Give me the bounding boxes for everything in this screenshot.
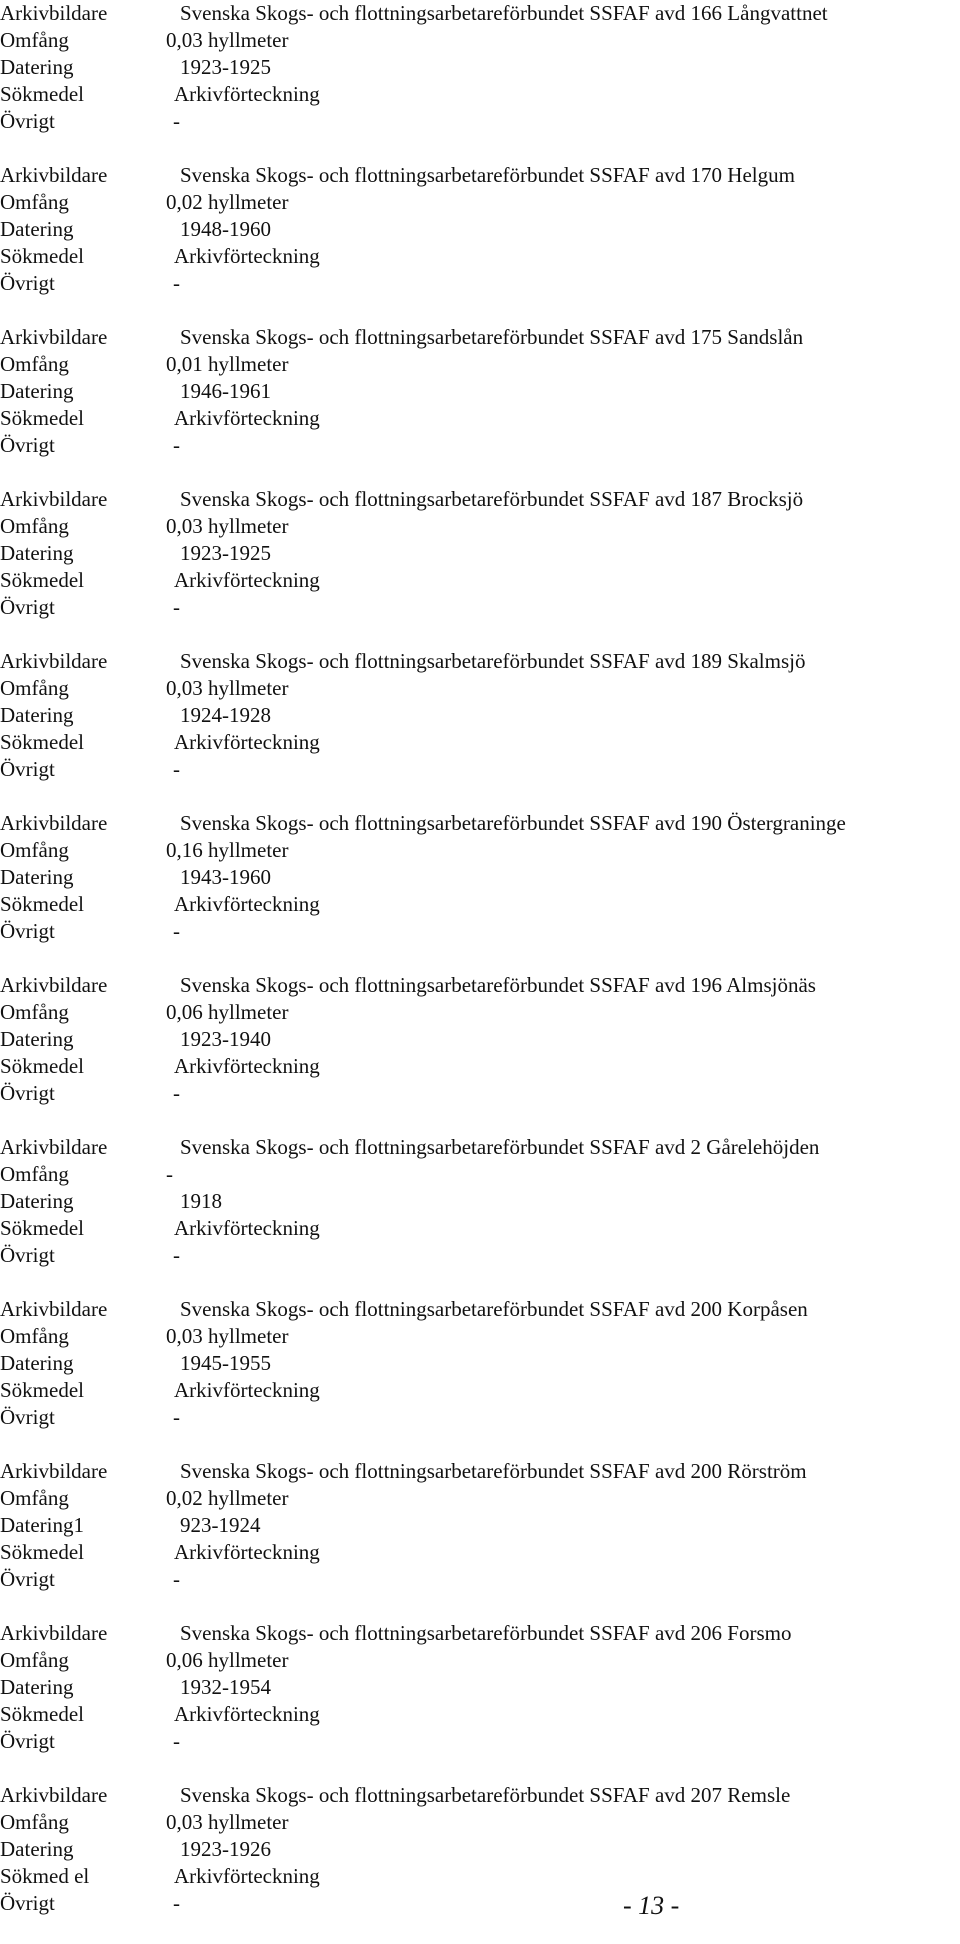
field-sokmedel: [0, 1377, 960, 1404]
field-value: 0,03 hyllmeter: [166, 514, 289, 538]
field-value: 0,02 hyllmeter: [166, 1486, 289, 1510]
field-arkivbildare: [0, 1620, 960, 1647]
field-omfang: [0, 675, 960, 702]
field-arkivbildare: [0, 0, 960, 27]
field-label: Arkivbildare: [0, 811, 108, 835]
field-value: Arkivförteckning: [174, 1702, 320, 1726]
record: [0, 648, 960, 783]
field-arkivbildare: [0, 1134, 960, 1161]
field-value: Svenska Skogs- och flottningsarbetareförbundet SSFAF avd 200 Korpåsen: [180, 1297, 808, 1321]
field-value: 0,16 hyllmeter: [166, 838, 289, 862]
record: [0, 1296, 960, 1431]
field-label: Arkivbildare: [0, 1783, 108, 1807]
record: [0, 324, 960, 459]
field-omfang: [0, 1161, 960, 1188]
field-label: Omfång: [0, 514, 69, 538]
field-omfang: [0, 837, 960, 864]
field-label: Övrigt: [0, 433, 55, 457]
field-value: Arkivförteckning: [174, 82, 320, 106]
field-ovrigt: [0, 270, 960, 297]
field-value: Arkivförteckning: [174, 1540, 320, 1564]
field-label: Övrigt: [0, 271, 55, 295]
field-value: 1923-1926: [180, 1837, 271, 1861]
field-label: Datering: [0, 1027, 74, 1051]
field-label: Arkivbildare: [0, 1621, 108, 1645]
field-omfang: [0, 513, 960, 540]
field-value: 1948-1960: [180, 217, 271, 241]
field-sokmedel: [0, 729, 960, 756]
field-sokmedel: [0, 1215, 960, 1242]
field-ovrigt: [0, 1404, 960, 1431]
field-label: Sökmedel: [0, 1540, 84, 1564]
field-label: Sökmed el: [0, 1864, 90, 1888]
field-value: Svenska Skogs- och flottningsarbetareförbundet SSFAF avd 189 Skalmsjö: [180, 649, 806, 673]
field-sokmedel: [0, 1539, 960, 1566]
field-arkivbildare: [0, 324, 960, 351]
field-value: Svenska Skogs- och flottningsarbetareförbundet SSFAF avd 175 Sandslån: [180, 325, 804, 349]
field-value: Svenska Skogs- och flottningsarbetareförbundet SSFAF avd 2 Gårelehöjden: [180, 1135, 820, 1159]
field-label: Sökmedel: [0, 406, 84, 430]
field-value: -: [173, 433, 180, 457]
field-label: Övrigt: [0, 1891, 55, 1915]
field-value: -: [173, 1081, 180, 1105]
field-value: Arkivförteckning: [174, 730, 320, 754]
field-label: Datering: [0, 217, 74, 241]
field-label: Arkivbildare: [0, 1135, 108, 1159]
field-datering: [0, 216, 960, 243]
field-datering: [0, 1512, 960, 1539]
field-arkivbildare: [0, 972, 960, 999]
field-arkivbildare: [0, 810, 960, 837]
field-datering: [0, 1836, 960, 1863]
field-value: 1923-1925: [180, 55, 271, 79]
field-value: 0,03 hyllmeter: [166, 676, 289, 700]
field-datering: [0, 1350, 960, 1377]
record: [0, 1782, 960, 1917]
field-value: Svenska Skogs- och flottningsarbetareförbundet SSFAF avd 187 Brocksjö: [180, 487, 804, 511]
field-value: 1945-1955: [180, 1351, 271, 1375]
field-arkivbildare: [0, 1458, 960, 1485]
field-label: Datering: [0, 541, 74, 565]
field-value: 1923-1940: [180, 1027, 271, 1051]
field-value: Svenska Skogs- och flottningsarbetareförbundet SSFAF avd 206 Forsmo: [180, 1621, 792, 1645]
field-label: Datering: [0, 1675, 74, 1699]
field-sokmedel: [0, 1701, 960, 1728]
field-label: Övrigt: [0, 757, 55, 781]
field-label: Omfång: [0, 1000, 69, 1024]
field-omfang: [0, 351, 960, 378]
field-label: Omfång: [0, 1324, 69, 1348]
field-label: Datering: [0, 1189, 74, 1213]
field-value: -: [166, 1162, 173, 1186]
field-value: -: [173, 1567, 180, 1591]
field-label: Övrigt: [0, 1081, 55, 1105]
field-label: Arkivbildare: [0, 1297, 108, 1321]
field-value: Arkivförteckning: [174, 892, 320, 916]
field-omfang: [0, 999, 960, 1026]
field-value: 0,03 hyllmeter: [166, 1324, 289, 1348]
field-value: Svenska Skogs- och flottningsarbetareförbundet SSFAF avd 166 Långvattnet: [180, 1, 828, 25]
field-label: Arkivbildare: [0, 1, 108, 25]
field-label: Sökmedel: [0, 1702, 84, 1726]
field-ovrigt: [0, 108, 960, 135]
field-value: 0,03 hyllmeter: [166, 28, 289, 52]
field-label: Omfång: [0, 1810, 69, 1834]
field-value: Svenska Skogs- och flottningsarbetareförbundet SSFAF avd 190 Östergraninge: [180, 811, 846, 835]
field-label: Omfång: [0, 1648, 69, 1672]
field-label: Datering: [0, 1351, 74, 1375]
page-number: - 13 -: [623, 1891, 680, 1920]
field-value: -: [173, 919, 180, 943]
field-value: 1932-1954: [180, 1675, 271, 1699]
field-value: -: [173, 1243, 180, 1267]
field-value: -: [173, 271, 180, 295]
field-value: Svenska Skogs- och flottningsarbetareförbundet SSFAF avd 207 Remsle: [180, 1783, 791, 1807]
field-omfang: [0, 1647, 960, 1674]
record: [0, 1620, 960, 1755]
field-label: Sökmedel: [0, 892, 84, 916]
field-ovrigt: [0, 432, 960, 459]
field-label: Sökmedel: [0, 568, 84, 592]
field-arkivbildare: [0, 1296, 960, 1323]
field-value: 923-1924: [180, 1513, 261, 1537]
record: [0, 486, 960, 621]
field-value: 0,01 hyllmeter: [166, 352, 289, 376]
field-value: Svenska Skogs- och flottningsarbetareförbundet SSFAF avd 170 Helgum: [180, 163, 795, 187]
field-value: 1923-1925: [180, 541, 271, 565]
field-label: Sökmedel: [0, 244, 84, 268]
field-datering: [0, 702, 960, 729]
field-label: Arkivbildare: [0, 1459, 108, 1483]
field-sokmedel: [0, 243, 960, 270]
field-value: -: [173, 595, 180, 619]
field-value: Arkivförteckning: [174, 1378, 320, 1402]
record: [0, 810, 960, 945]
record: [0, 0, 960, 135]
field-datering: [0, 378, 960, 405]
field-value: -: [173, 1405, 180, 1429]
field-sokmedel: [0, 567, 960, 594]
field-arkivbildare: [0, 648, 960, 675]
field-value: Arkivförteckning: [174, 244, 320, 268]
field-sokmedel: [0, 891, 960, 918]
field-value: 1918: [180, 1189, 222, 1213]
field-datering: [0, 1188, 960, 1215]
field-ovrigt: [0, 1566, 960, 1593]
field-label: Datering1: [0, 1513, 84, 1537]
field-label: Datering: [0, 865, 74, 889]
field-label: Datering: [0, 703, 74, 727]
field-label: Sökmedel: [0, 1216, 84, 1240]
field-ovrigt: [0, 1890, 960, 1917]
field-value: Svenska Skogs- och flottningsarbetareförbundet SSFAF avd 200 Rörström: [180, 1459, 807, 1483]
field-omfang: [0, 189, 960, 216]
field-value: 0,03 hyllmeter: [166, 1810, 289, 1834]
field-label: Övrigt: [0, 109, 55, 133]
field-ovrigt: [0, 594, 960, 621]
field-label: Omfång: [0, 28, 69, 52]
field-sokmedel: [0, 1053, 960, 1080]
field-label: Arkivbildare: [0, 649, 108, 673]
field-label: Övrigt: [0, 919, 55, 943]
field-value: -: [173, 1729, 180, 1753]
field-value: Arkivförteckning: [174, 1054, 320, 1078]
field-label: Sökmedel: [0, 730, 84, 754]
field-sokmedel: [0, 81, 960, 108]
field-value: 1943-1960: [180, 865, 271, 889]
field-value: Arkivförteckning: [174, 568, 320, 592]
field-label: Sökmedel: [0, 1378, 84, 1402]
field-value: Arkivförteckning: [174, 1864, 320, 1888]
field-value: 1924-1928: [180, 703, 271, 727]
field-value: -: [173, 1891, 180, 1915]
field-label: Omfång: [0, 1486, 69, 1510]
field-label: Omfång: [0, 676, 69, 700]
field-label: Omfång: [0, 838, 69, 862]
field-datering: [0, 864, 960, 891]
field-value: 0,06 hyllmeter: [166, 1000, 289, 1024]
field-arkivbildare: [0, 486, 960, 513]
record: [0, 162, 960, 297]
field-value: Svenska Skogs- och flottningsarbetareförbundet SSFAF avd 196 Almsjönäs: [180, 973, 816, 997]
field-label: Övrigt: [0, 595, 55, 619]
field-omfang: [0, 1323, 960, 1350]
field-sokmedel: [0, 405, 960, 432]
field-label: Sökmedel: [0, 82, 84, 106]
field-label: Övrigt: [0, 1567, 55, 1591]
field-omfang: [0, 27, 960, 54]
field-label: Datering: [0, 379, 74, 403]
field-label: Arkivbildare: [0, 487, 108, 511]
record: [0, 1458, 960, 1593]
field-datering: [0, 1674, 960, 1701]
field-label: Övrigt: [0, 1243, 55, 1267]
field-arkivbildare: [0, 1782, 960, 1809]
field-label: Omfång: [0, 1162, 69, 1186]
field-label: Arkivbildare: [0, 325, 108, 349]
field-omfang: [0, 1485, 960, 1512]
field-value: 1946-1961: [180, 379, 271, 403]
field-omfang: [0, 1809, 960, 1836]
field-label: Arkivbildare: [0, 973, 108, 997]
field-ovrigt: [0, 918, 960, 945]
field-label: Arkivbildare: [0, 163, 108, 187]
record: [0, 1134, 960, 1269]
field-ovrigt: [0, 1728, 960, 1755]
field-label: Datering: [0, 1837, 74, 1861]
field-ovrigt: [0, 756, 960, 783]
field-datering: [0, 54, 960, 81]
record: [0, 972, 960, 1107]
field-ovrigt: [0, 1080, 960, 1107]
field-value: Arkivförteckning: [174, 1216, 320, 1240]
field-ovrigt: [0, 1242, 960, 1269]
field-arkivbildare: [0, 162, 960, 189]
field-label: Omfång: [0, 190, 69, 214]
field-value: 0,06 hyllmeter: [166, 1648, 289, 1672]
field-label: Omfång: [0, 352, 69, 376]
field-datering: [0, 1026, 960, 1053]
field-label: Sökmedel: [0, 1054, 84, 1078]
field-datering: [0, 540, 960, 567]
field-value: -: [173, 109, 180, 133]
field-label: Datering: [0, 55, 74, 79]
field-sokmedel: [0, 1863, 960, 1890]
field-value: -: [173, 757, 180, 781]
field-label: Övrigt: [0, 1405, 55, 1429]
field-value: 0,02 hyllmeter: [166, 190, 289, 214]
field-label: Övrigt: [0, 1729, 55, 1753]
field-value: Arkivförteckning: [174, 406, 320, 430]
